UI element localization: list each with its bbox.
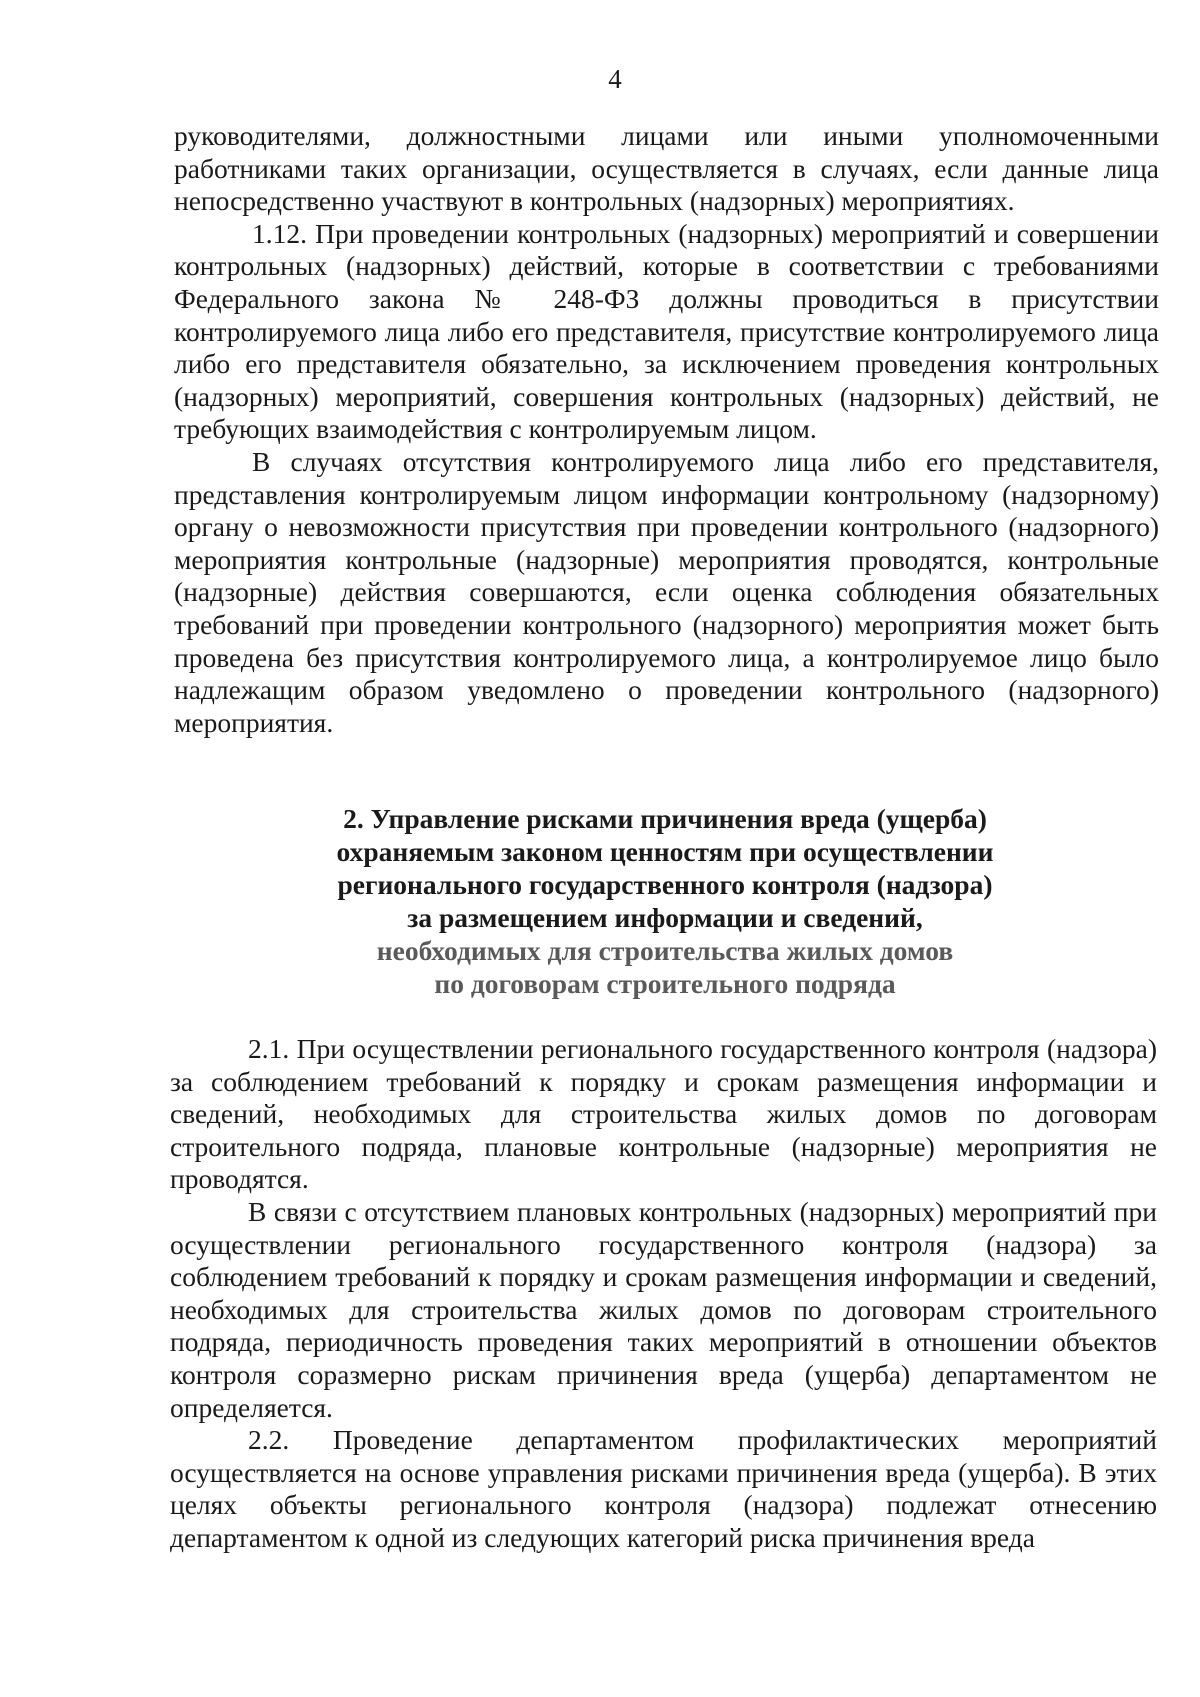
paragraph-1-12: 1.12. При проведении контрольных (надзорных) мероприятий и совершении контрольных (надзорных) действий, которые в соответствии с требованиями Федерального закона № 248-ФЗ должны проводиться в присутствии контролируемого лица либо его представителя, присутствие контролируемого лица либо его представителя обязательно, за исключением проведения контрольных (надзорных) мероприятий, совершения контрольных (надзорных) действий, не требующих взаимодействия с контролируемым лицом. (174, 217, 1159, 445)
section-heading-line: необходимых для строительства жилых домов (376, 935, 954, 966)
paragraph-2-2: 2.2. Проведение департаментом профилактических мероприятий осуществляется на основе управления рисками причинения вреда (ущерба). В этих целях объекты регионального контроля (надзора) подлежат отнесению департаментом к одной из следующих категорий риска причинения вреда (170, 1424, 1157, 1553)
section-heading-line: 2. Управление рисками причинения вреда (ущерба) (343, 803, 987, 834)
paragraph-planned-absence: В связи с отсутствием плановых контрольных (надзорных) мероприятий при осуществлении регионального государственного контроля (надзора) за соблюдением требований к порядку и срокам размещения информации и сведений, необходимых для строительства жилых домов по договорам строительного подряда, периодичность проведения таких мероприятий в отношении объектов контроля соразмерно рискам причинения вреда (ущерба) департаментом не определяется. (170, 1195, 1157, 1423)
section-heading-line: регионального государственного контроля (надзора) (337, 869, 993, 900)
section-heading (0, 802, 1200, 1000)
bottom-text-block (170, 1033, 1157, 1555)
top-text-block (174, 120, 1159, 739)
section-heading-line: по договорам строительного подряда (434, 968, 896, 999)
paragraph-absence-cases: В случаях отсутствия контролируемого лица либо его представителя, представления контролируемым лицом информации контрольному (надзорному) органу о невозможности присутствия при проведении контрольного (надзорного) мероприятия контрольные (надзорные) мероприятия проводятся, контрольные (надзорные) действия совершаются, если оценка соблюдения обязательных требований при проведении контрольного (надзорного) мероприятия может быть проведена без присутствия контролируемого лица, а контролируемое лицо было надлежащим образом уведомлено о проведении контрольного (надзорного) мероприятия. (174, 445, 1159, 738)
paragraph-continuation: руководителями, должностными лицами или иными уполномоченными работниками таких организации, осуществляется в случаях, если данные лица непосредственно участвуют в контрольных (надзорных) мероприятиях. (174, 120, 1159, 217)
paragraph-2-1: 2.1. При осуществлении регионального государственного контроля (надзора) за соблюдением требований к порядку и срокам размещения информации и сведений, необходимых для строительства жилых домов по договорам строительного подряда, плановые контрольные (надзорные) мероприятия не проводятся. (170, 1033, 1157, 1195)
section-heading-line: за размещением информации и сведений, (407, 902, 923, 933)
page-number: 4 (608, 64, 622, 94)
section-heading-line: охраняемым законом ценностям при осуществлении (336, 836, 994, 867)
